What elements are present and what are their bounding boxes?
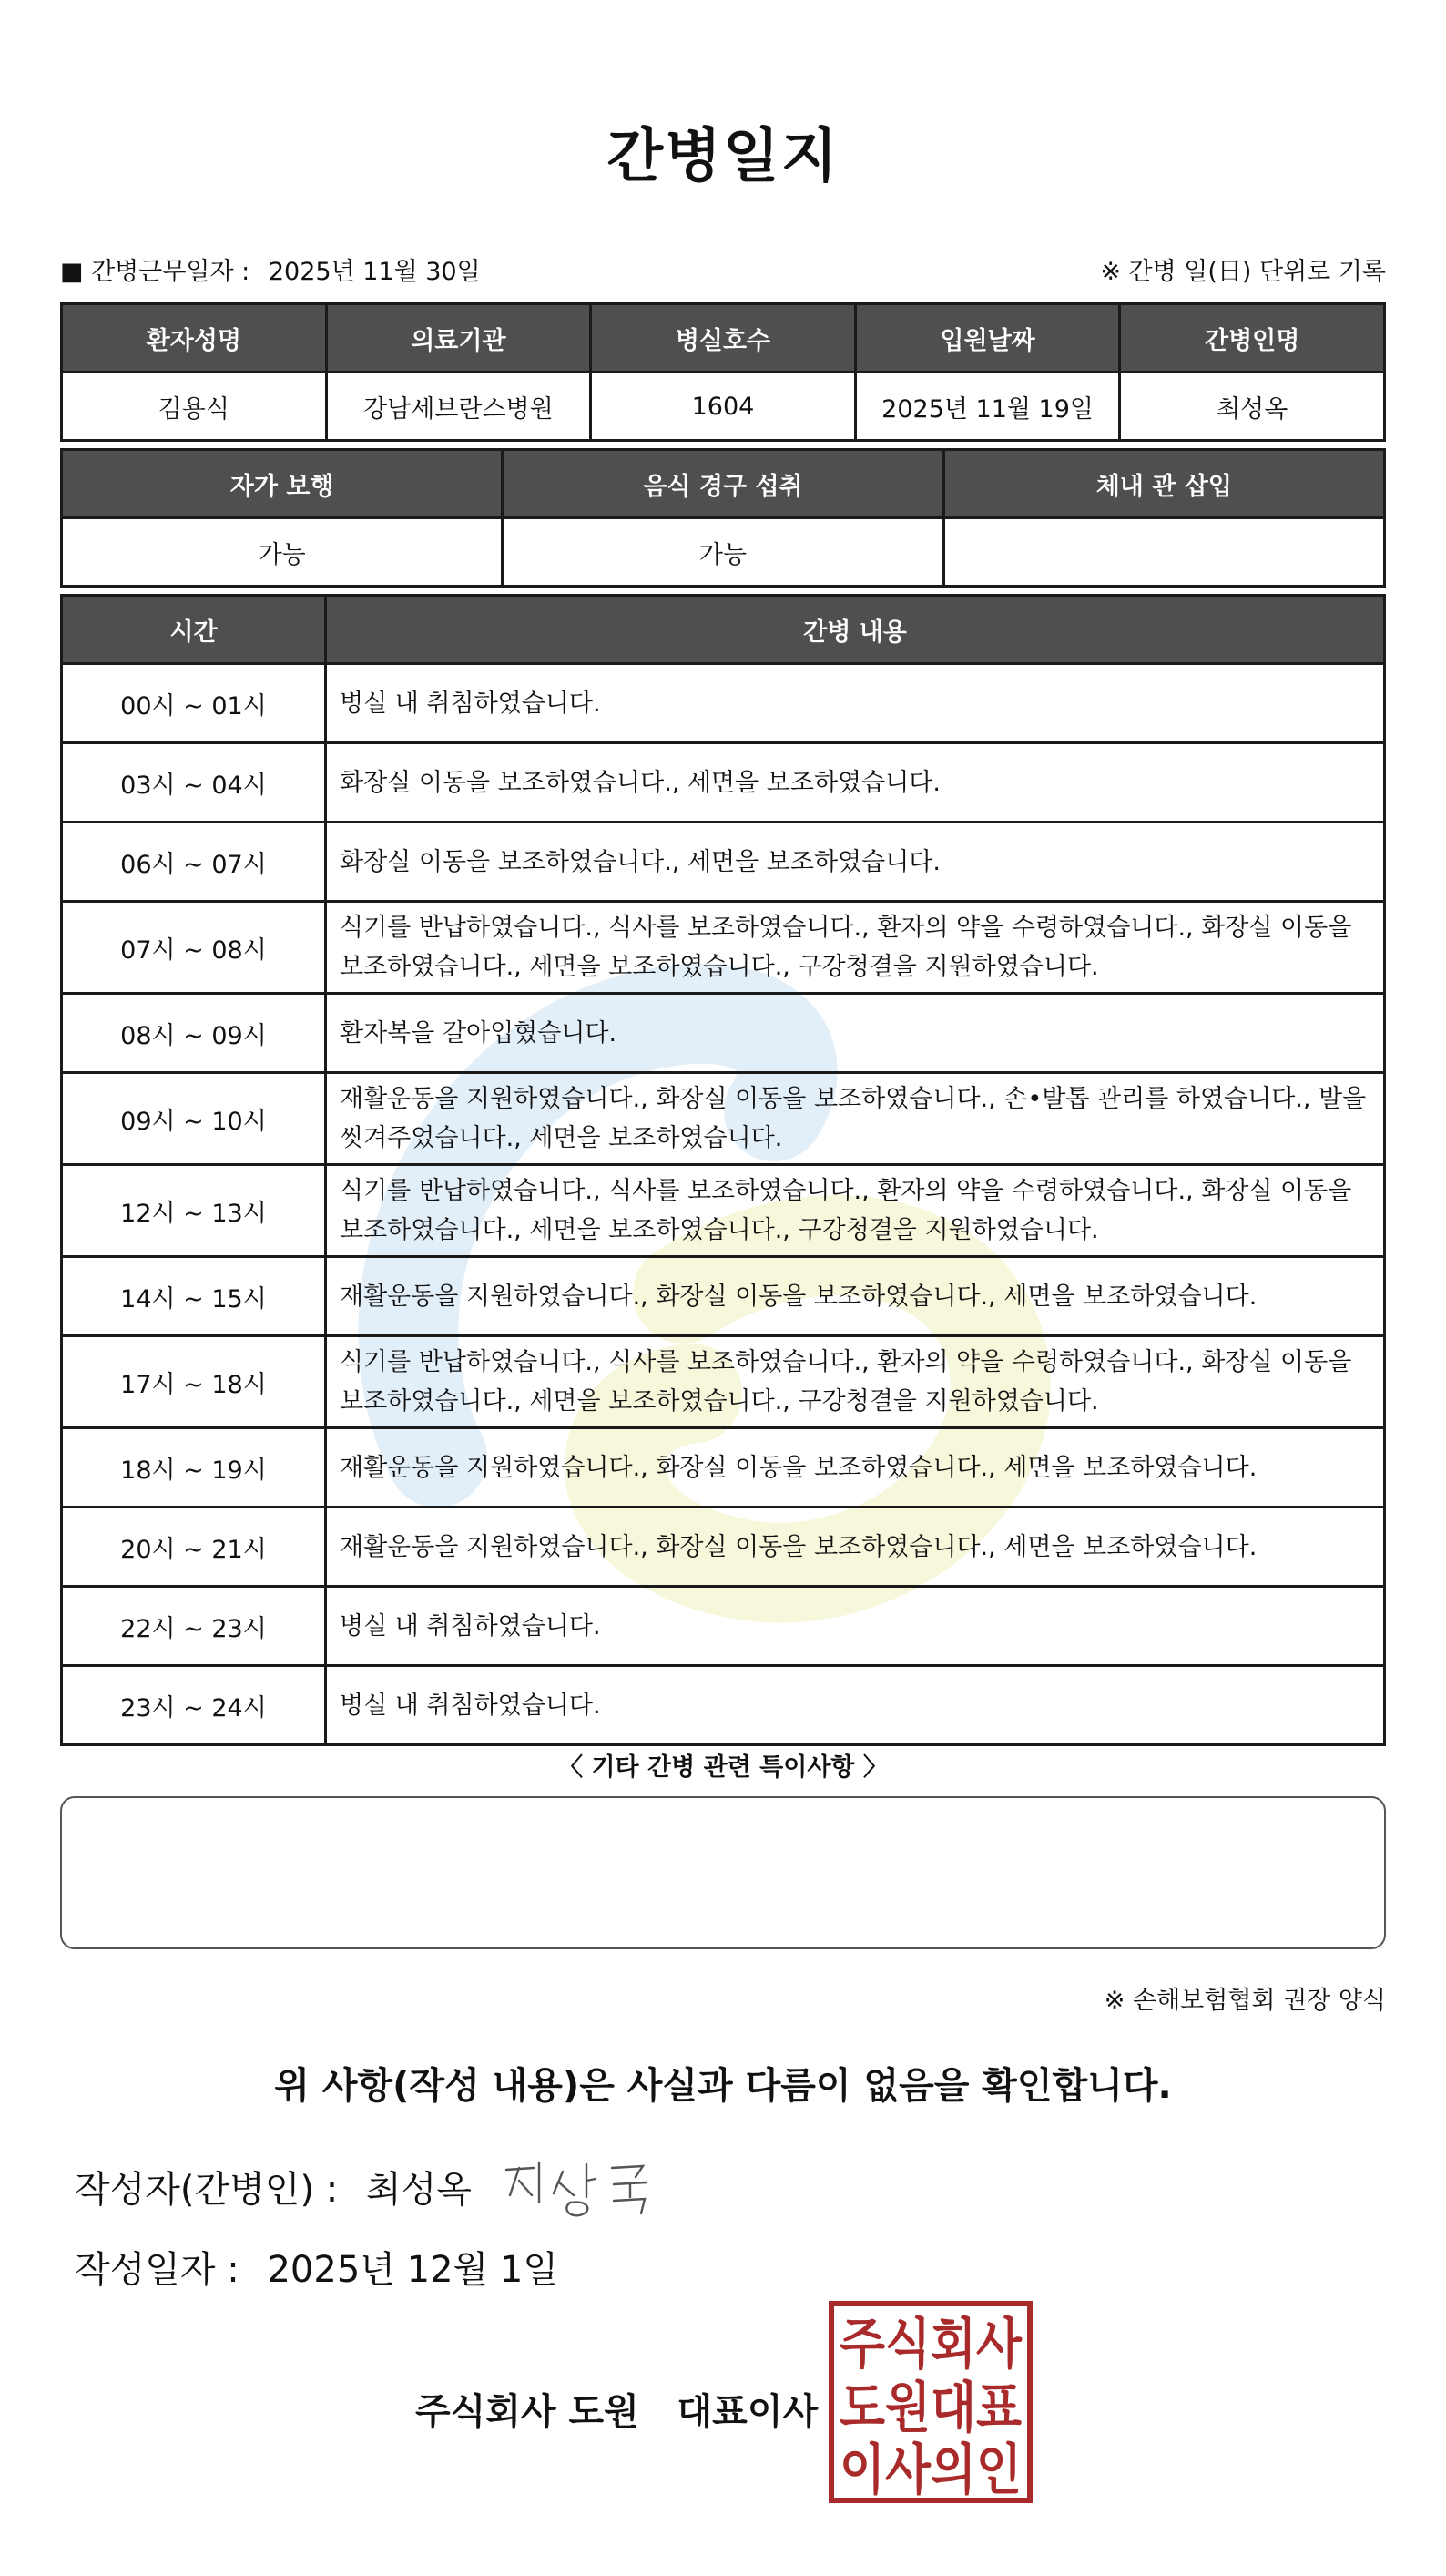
care-content-cell: 화장실 이동을 보조하였습니다., 세면을 보조하였습니다. (326, 743, 1385, 823)
time-cell: 00시 ~ 01시 (62, 664, 326, 743)
write-date-label: 작성일자 : (75, 2249, 239, 2291)
table-row (62, 664, 1385, 743)
header-time: 시간 (62, 596, 326, 664)
time-cell: 08시 ~ 09시 (62, 994, 326, 1073)
patient-name: 김용식 (62, 373, 327, 441)
room-number: 1604 (591, 373, 856, 441)
time-cell: 03시 ~ 04시 (62, 743, 326, 823)
page-title: 간병일지 (606, 123, 840, 190)
table-row (62, 994, 1385, 1073)
writer-line (75, 2161, 472, 2213)
handwritten-signature (499, 2150, 663, 2223)
care-content-cell: 병실 내 취침하였습니다. (326, 1587, 1385, 1666)
table-row (62, 1165, 1385, 1257)
table-row (62, 1336, 1385, 1428)
time-cell: 06시 ~ 07시 (62, 823, 326, 902)
work-date-label: ■ 간병근무일자 : (60, 258, 250, 286)
time-cell: 09시 ~ 10시 (62, 1073, 326, 1165)
svg-text:주식회사: 주식회사 (840, 2313, 1023, 2377)
table-row (62, 902, 1385, 994)
care-content-cell: 식기를 반납하였습니다., 식사를 보조하였습니다., 환자의 약을 수령하였습니다., 화장실 이동을 보조하였습니다., 세면을 보조하였습니다., 구강청결을 지원하였습니다. (326, 1165, 1385, 1257)
care-content-cell: 병실 내 취침하였습니다. (326, 664, 1385, 743)
work-date-line (60, 251, 481, 287)
header-hospital: 의료기관 (326, 304, 591, 373)
time-cell: 22시 ~ 23시 (62, 1587, 326, 1666)
care-content-cell: 재활운동을 지원하였습니다., 화장실 이동을 보조하였습니다., 세면을 보조하였습니다. (326, 1428, 1385, 1508)
company-seal (829, 2301, 1033, 2503)
care-content-cell: 식기를 반납하였습니다., 식사를 보조하였습니다., 환자의 약을 수령하였습니다., 화장실 이동을 보조하였습니다., 세면을 보조하였습니다., 구강청결을 지원하였습니다. (326, 902, 1385, 994)
header-tube-insertion: 체내 관 삽입 (943, 450, 1384, 518)
confirm-statement: 위 사항(작성 내용)은 사실과 다름이 없음을 확인합니다. (274, 2065, 1172, 2107)
care-content-cell: 식기를 반납하였습니다., 식사를 보조하였습니다., 환자의 약을 수령하였습니다., 화장실 이동을 보조하였습니다., 세면을 보조하였습니다., 구강청결을 지원하였습니다. (326, 1336, 1385, 1428)
time-cell: 18시 ~ 19시 (62, 1428, 326, 1508)
time-cell: 23시 ~ 24시 (62, 1666, 326, 1745)
care-log-table (60, 594, 1386, 1746)
self-walking-value: 가능 (62, 518, 503, 587)
care-content-cell: 재활운동을 지원하였습니다., 화장실 이동을 보조하였습니다., 세면을 보조하였습니다. (326, 1508, 1385, 1587)
care-content-cell: 재활운동을 지원하였습니다., 화장실 이동을 보조하였습니다., 손•발톱 관리를 하였습니다., 발을 씻겨주었습니다., 세면을 보조하였습니다. (326, 1073, 1385, 1165)
header-self-walking: 자가 보행 (62, 450, 503, 518)
oral-intake-value: 가능 (503, 518, 943, 587)
table-row (62, 1508, 1385, 1587)
care-content-cell: 화장실 이동을 보조하였습니다., 세면을 보조하였습니다. (326, 823, 1385, 902)
table-row (62, 1666, 1385, 1745)
table-row (62, 1587, 1385, 1666)
patient-table (60, 302, 1386, 442)
table-row (62, 1428, 1385, 1508)
caregiver-name: 최성옥 (1120, 373, 1385, 441)
write-date-line (75, 2241, 558, 2293)
care-content-cell: 환자복을 갈아입혔습니다. (326, 994, 1385, 1073)
header-admission-date: 입원날짜 (855, 304, 1120, 373)
writer-label: 작성자(간병인) : (75, 2169, 339, 2211)
header-caregiver: 간병인명 (1120, 304, 1385, 373)
time-cell: 14시 ~ 15시 (62, 1257, 326, 1336)
time-cell: 07시 ~ 08시 (62, 902, 326, 994)
work-date-value: 2025년 11월 30일 (268, 258, 481, 286)
time-cell: 12시 ~ 13시 (62, 1165, 326, 1257)
writer-name: 최성옥 (365, 2169, 472, 2211)
header-room: 병실호수 (591, 304, 856, 373)
time-cell: 20시 ~ 21시 (62, 1508, 326, 1587)
care-content-cell: 병실 내 취침하였습니다. (326, 1666, 1385, 1745)
remarks-title: 〈 기타 간병 관련 특이사항 〉 (558, 1753, 888, 1782)
tube-insertion-value (943, 518, 1384, 587)
table-row (62, 823, 1385, 902)
time-cell: 17시 ~ 18시 (62, 1336, 326, 1428)
header-oral-intake: 음식 경구 섭취 (503, 450, 943, 518)
recommend-note: ※ 손해보험협회 권장 양식 (1104, 1987, 1386, 2015)
svg-text:이사의인: 이사의인 (840, 2438, 1022, 2502)
table-row (62, 1257, 1385, 1336)
header-patient-name: 환자성명 (62, 304, 327, 373)
status-table (60, 448, 1386, 588)
remarks-box (60, 1796, 1386, 1949)
record-note: ※ 간병 일(日) 단위로 기록 (1100, 258, 1386, 286)
company-representative: 주식회사 도원 대표이사 (415, 2391, 819, 2433)
care-content-cell: 재활운동을 지원하였습니다., 화장실 이동을 보조하였습니다., 세면을 보조하였습니다. (326, 1257, 1385, 1336)
header-care-content: 간병 내용 (326, 596, 1385, 664)
table-row (62, 743, 1385, 823)
admission-date: 2025년 11월 19일 (855, 373, 1120, 441)
svg-text:도원대표: 도원대표 (840, 2377, 1023, 2440)
write-date-value: 2025년 12월 1일 (267, 2249, 558, 2291)
hospital-name: 강남세브란스병원 (326, 373, 591, 441)
table-row (62, 1073, 1385, 1165)
